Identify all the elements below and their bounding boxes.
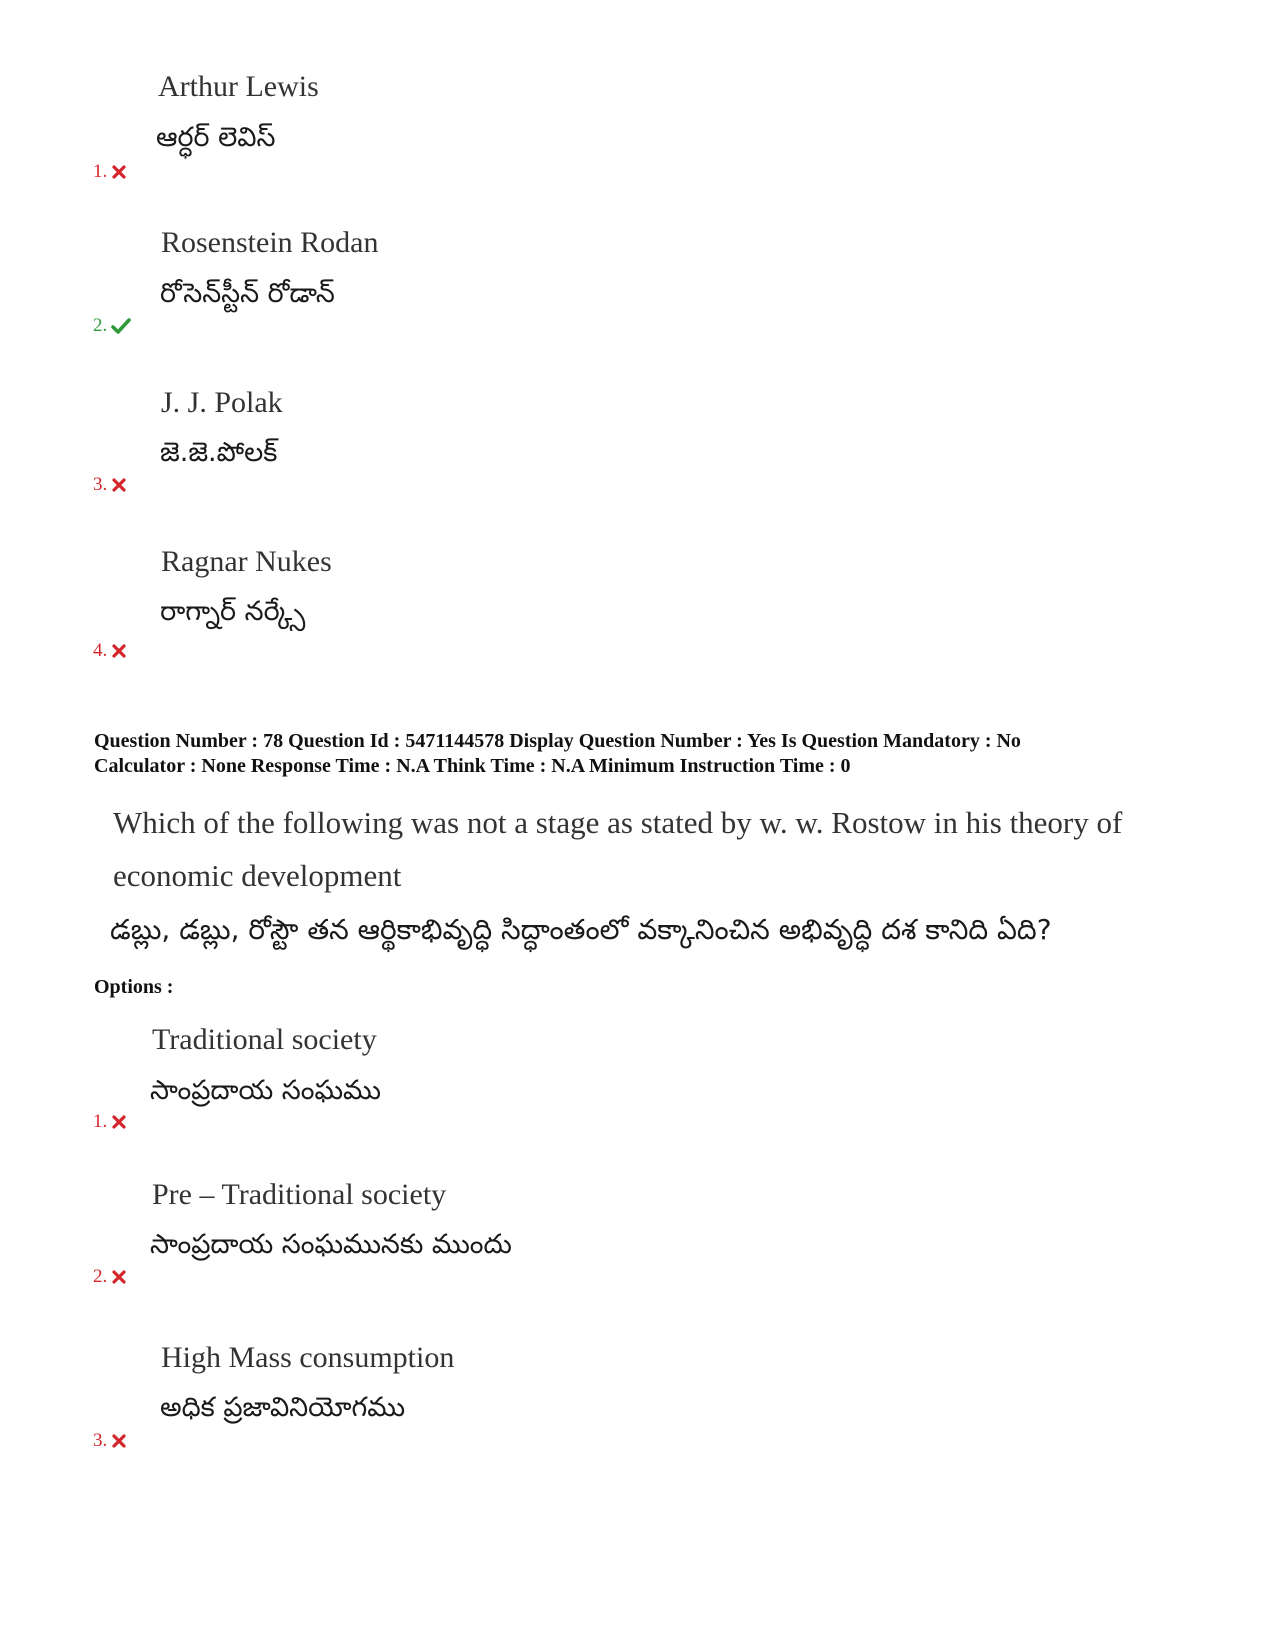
option-number-label: 2. [93, 1266, 108, 1287]
prev-option-4-number [93, 640, 127, 662]
option-number-label: 3. [93, 1430, 108, 1451]
option-2-number [93, 1266, 127, 1288]
prev-option-3-number [93, 474, 127, 496]
question-text-en-line-2: economic development [113, 858, 402, 893]
prev-option-2-number [93, 315, 131, 337]
cross-icon [111, 477, 127, 493]
option-1-number [93, 1111, 127, 1133]
option-number-label: 1. [93, 161, 108, 182]
option-1-te: సాంప్రదాయ సంఘము [150, 1075, 381, 1106]
prev-option-4-en: Ragnar Nukes [161, 545, 332, 578]
options-label: Options : [94, 976, 174, 998]
option-1-en: Traditional society [152, 1023, 377, 1056]
question-text-te: డబ్లు, డబ్లు, రోస్టౌ తన ఆర్థికాభివృద్ధి సిద్ధాంతంలో వక్కానించిన అభివృద్ధి దశ కానిది ఏది? [110, 913, 1052, 946]
option-number-label: 2. [93, 315, 108, 336]
option-3-en: High Mass consumption [161, 1341, 455, 1374]
cross-icon [111, 164, 127, 180]
option-2-te: సాంప్రదాయ సంఘమునకు ముందు [150, 1229, 512, 1260]
option-2-en: Pre – Traditional society [152, 1178, 447, 1211]
prev-option-1-number [93, 161, 127, 183]
option-3-number [93, 1430, 127, 1452]
cross-icon [111, 1269, 127, 1285]
question-text-en-line-1: Which of the following was not a stage as stated by w. w. Rostow in his theory of [113, 805, 1123, 840]
prev-option-3-en: J. J. Polak [161, 386, 283, 419]
option-number-label: 3. [93, 474, 108, 495]
prev-option-1-te: ఆర్ధర్ లెవిస్ [156, 122, 276, 153]
question-meta-line-2: Calculator : None Response Time : N.A Think Time : N.A Minimum Instruction Time : 0 [94, 755, 851, 777]
option-number-label: 1. [93, 1111, 108, 1132]
prev-option-1-en: Arthur Lewis [158, 70, 319, 103]
option-number-label: 4. [93, 640, 108, 661]
prev-option-3-te: జె.జె.పోలక్ [160, 437, 278, 468]
cross-icon [111, 1433, 127, 1449]
cross-icon [111, 643, 127, 659]
checkmark-icon [111, 317, 131, 335]
prev-option-2-te: రోసెన్‌స్టీన్ రోడాన్ [160, 278, 335, 309]
question-meta-line-1: Question Number : 78 Question Id : 5471144578 Display Question Number : Yes Is Question Mandatory : No [94, 730, 1021, 752]
prev-option-2-en: Rosenstein Rodan [161, 226, 379, 259]
cross-icon [111, 1114, 127, 1130]
option-3-te: అధిక ప్రజావినియోగము [160, 1392, 406, 1423]
prev-option-4-te: రాగ్నార్ నర్క్సే [160, 596, 306, 627]
